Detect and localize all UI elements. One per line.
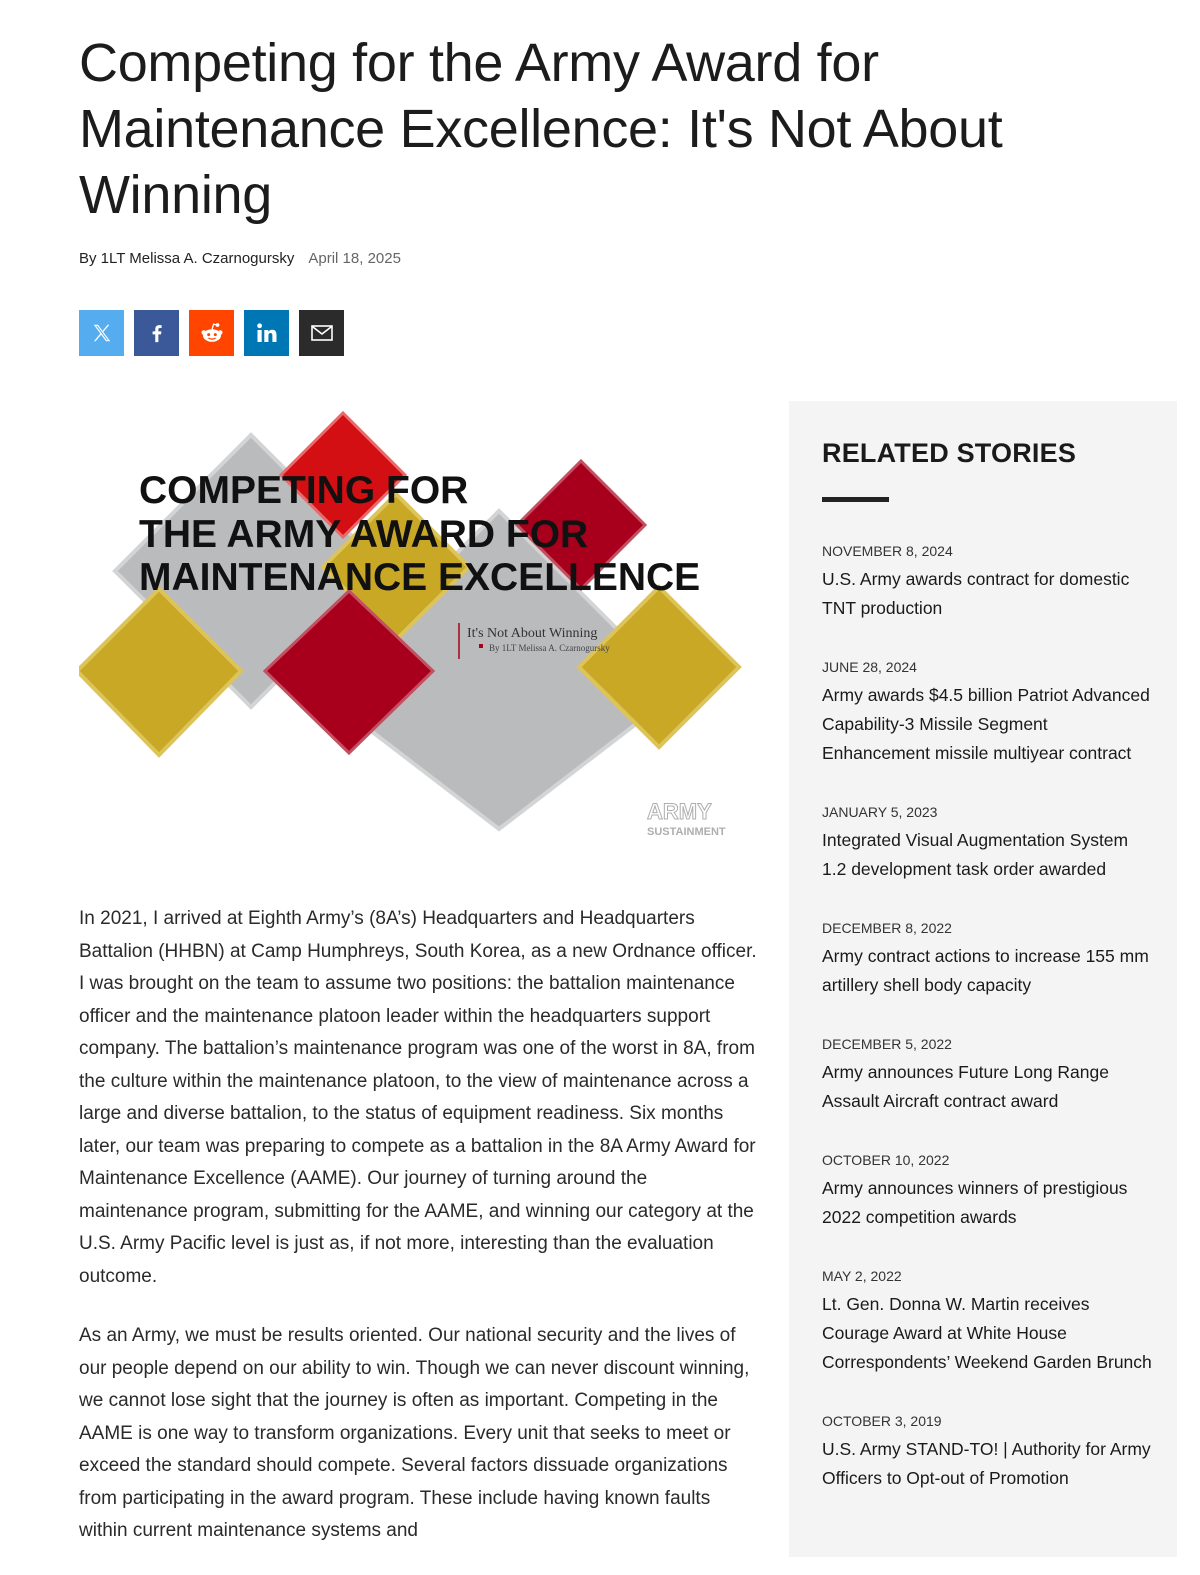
reddit-icon xyxy=(199,321,225,345)
facebook-icon xyxy=(146,320,168,346)
story-headline-link[interactable]: Army announces Future Long Range Assault Aircraft contract award xyxy=(822,1062,1109,1111)
share-linkedin-button[interactable] xyxy=(244,310,289,356)
hero-subtitle: It's Not About Winning xyxy=(467,626,598,641)
story-date: NOVEMBER 8, 2024 xyxy=(822,543,953,559)
story-date: OCTOBER 10, 2022 xyxy=(822,1152,950,1168)
heading-underline xyxy=(822,497,889,502)
hero-line-1: COMPETING FOR xyxy=(139,469,469,512)
army-sustainment-logo xyxy=(647,799,726,838)
author-name[interactable]: By 1LT Melissa A. Czarnogursky xyxy=(79,250,295,267)
story-date: DECEMBER 8, 2022 xyxy=(822,920,952,936)
share-facebook-button[interactable] xyxy=(134,310,179,356)
story-date: DECEMBER 5, 2022 xyxy=(822,1036,952,1052)
story-headline-link[interactable]: U.S. Army awards contract for domestic TNT production xyxy=(822,569,1130,618)
share-email-button[interactable] xyxy=(299,310,344,356)
story-headline-link[interactable]: Army announces winners of prestigious 2022 competition awards xyxy=(822,1178,1128,1227)
story-date: JANUARY 5, 2023 xyxy=(822,804,938,820)
related-story-item xyxy=(822,1411,1152,1493)
related-story-item xyxy=(822,1266,1152,1377)
story-date: MAY 2, 2022 xyxy=(822,1268,902,1284)
byline xyxy=(79,250,401,267)
related-story-item xyxy=(822,541,1152,623)
story-headline-link[interactable]: Lt. Gen. Donna W. Martin receives Courage Award at White House Correspondents’ Weekend Garden Brunch xyxy=(822,1294,1152,1372)
share-x-button[interactable] xyxy=(79,310,124,356)
article-title: Competing for the Army Award for Maintenance Excellence: It's Not About Winning xyxy=(79,33,1003,225)
hero-line-2: THE ARMY AWARD FOR xyxy=(139,513,589,556)
story-headline-link[interactable]: U.S. Army STAND-TO! | Authority for Army Officers to Opt-out of Promotion xyxy=(822,1439,1151,1488)
related-story-item xyxy=(822,802,1152,884)
hero-author: By 1LT Melissa A. Czarnogursky xyxy=(489,643,610,653)
related-story-item xyxy=(822,657,1152,768)
related-stories-list xyxy=(822,541,1152,1527)
story-headline-link[interactable]: Army awards $4.5 billion Patriot Advanced Capability-3 Missile Segment Enhancement missile multiyear contract xyxy=(822,685,1150,763)
x-icon xyxy=(91,322,113,344)
story-headline-link[interactable]: Integrated Visual Augmentation System 1.2 development task order awarded xyxy=(822,830,1129,879)
publish-date: April 18, 2025 xyxy=(308,250,401,267)
hero-image xyxy=(79,401,751,851)
share-reddit-button[interactable] xyxy=(189,310,234,356)
related-stories-panel xyxy=(789,401,1177,1557)
related-story-item xyxy=(822,1034,1152,1116)
article-body xyxy=(79,903,759,1575)
related-story-item xyxy=(822,1150,1152,1232)
story-headline-link[interactable]: Army contract actions to increase 155 mm artillery shell body capacity xyxy=(822,946,1149,995)
related-story-item xyxy=(822,918,1152,1000)
svg-text:SUSTAINMENT: SUSTAINMENT xyxy=(647,826,726,838)
share-bar xyxy=(79,310,344,356)
email-icon xyxy=(310,323,334,343)
article-paragraph: As an Army, we must be results oriented. Our national security and the lives of our people depend on our ability to win. Though we can never discount winning, we cannot lose sight that the journey is often as important. Competing in the AAME is one way to transform organizations. Every unit that seeks to meet or exceed the standard should compete. Several factors dissuade organizations from participating in the award program. These include having known faults within current maintenance systems and xyxy=(79,1325,750,1541)
article-paragraph: In 2021, I arrived at Eighth Army’s (8A’s) Headquarters and Headquarters Battalion (HHBN) at Camp Humphreys, South Korea, as a new Ordnance officer. I was brought on the team to assume two positions: the battalion maintenance officer and the maintenance platoon leader within the headquarters support company. The battalion’s maintenance program was one of the worst in 8A, from the culture within the maintenance platoon, to the view of maintenance across a large and diverse battalion, to the status of equipment readiness. Six months later, our team was preparing to compete as a battalion in the 8A Army Award for Maintenance Excellence (AAME). Our journey of turning around the maintenance program, submitting for the AAME, and winning our category at the U.S. Army Pacific level is just as, if not more, interesting than the evaluation outcome. xyxy=(79,908,757,1287)
story-date: JUNE 28, 2024 xyxy=(822,659,917,675)
linkedin-icon xyxy=(255,321,279,345)
related-stories-heading: RELATED STORIES xyxy=(822,438,1077,468)
svg-text:ARMY: ARMY xyxy=(647,799,712,824)
story-date: OCTOBER 3, 2019 xyxy=(822,1413,942,1429)
hero-line-3: MAINTENANCE EXCELLENCE xyxy=(139,556,701,599)
